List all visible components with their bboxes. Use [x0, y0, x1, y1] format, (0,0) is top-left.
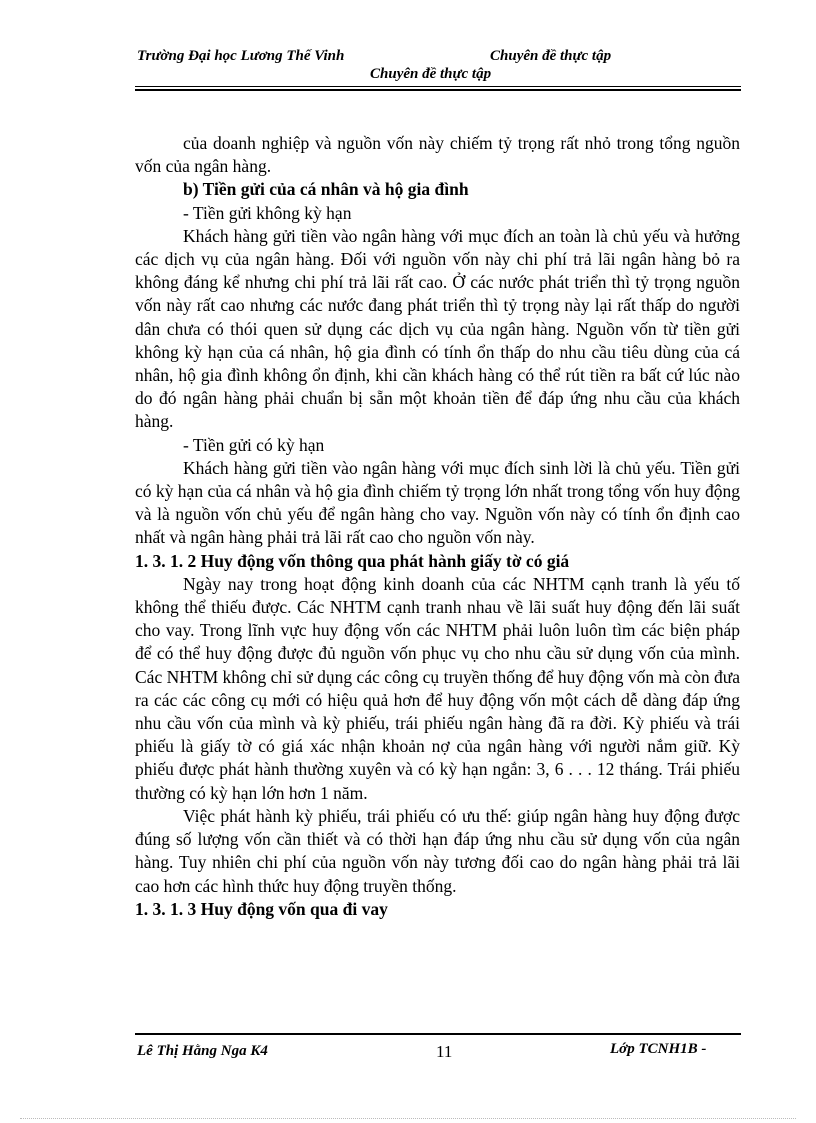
footer-class: Lớp TCNH1B -: [610, 1041, 707, 1057]
list-item-demand-deposit: - Tiền gửi không kỳ hạn: [183, 202, 352, 223]
paragraph-demand-deposit: Khách hàng gửi tiền vào ngân hàng với mục đích an toàn là chủ yếu và hưởng các dịch vụ của ngân hàng. Đối với nguồn vốn này chi phí trả lãi ngân hàng bỏ ra không đáng kể nhưng chi phí trả lãi rất cao. Ở các nước phát triển thì tỷ trọng nguồn vốn này rất cao nhưng các nước đang phát triển thì tỷ trọng này lại rất thấp do người dân chưa có thói quen sử dụng các dịch vụ của ngân hàng. Nguồn vốn từ tiền gửi không kỳ hạn của cá nhân, hộ gia đình có tính ổn thấp do nhu cầu tiêu dùng của cá nhân, hộ gia đình không ổn định, khi cần khách hàng có thể rút tiền ra bất cứ lúc nào do đó ngân hàng phải chuẩn bị sẵn một khoản tiền để đáp ứng nhu cầu của khách hàng.: [135, 225, 740, 432]
paragraph-continuation: của doanh nghiệp và nguồn vốn này chiếm tỷ trọng rất nhỏ trong tổng nguồn vốn của ngân hàng.: [135, 133, 740, 177]
list-item-term-deposit: - Tiền gửi có kỳ hạn: [183, 434, 325, 455]
header-rule-thick: [135, 89, 741, 91]
paragraph-bond-advantages: Việc phát hành kỳ phiếu, trái phiếu có ưu thế: giúp ngân hàng huy động được đúng số lượng vốn cần thiết và có thời hạn đáp ứng nhu cầu sử dụng vốn của ngân hàng. Tuy nhiên chi phí của nguồn vốn này tương đối cao do ngân hàng phải trả lãi cao hơn các hình thức huy động truyền thống.: [135, 805, 740, 896]
section-heading-1312: 1. 3. 1. 2 Huy động vốn thông qua phát hành giấy tờ có giá: [135, 550, 570, 571]
page-bottom-border: [20, 1118, 796, 1119]
paragraph-term-deposit: Khách hàng gửi tiền vào ngân hàng với mục đích sinh lời là chủ yếu. Tiền gửi có kỳ hạn của cá nhân và hộ gia đình chiếm tỷ trọng lớn nhất trong tổng vốn huy động và là nguồn vốn chủ yếu để ngân hàng cho vay. Nguồn vốn này có tính ổn định cao nhất và ngân hàng phải trả lãi rất cao cho nguồn vốn này.: [135, 457, 740, 548]
paragraph-valuable-papers: Ngày nay trong hoạt động kinh doanh của các NHTM cạnh tranh là yếu tố không thể thiếu được. Các NHTM cạnh tranh nhau về lãi suất huy động đến lãi suất cho vay. Trong lĩnh vực huy động vốn các NHTM phải luôn luôn tìm các biện pháp để có thể huy động được đủ nguồn vốn phục vụ cho nhu cầu sử dụng vốn của mình. Các NHTM không chỉ sử dụng các công cụ truyền thống để huy động vốn mà còn đưa ra các các công cụ mới có hiệu quả hơn để huy động vốn một cách dễ dàng đáp ứng nhu cầu vốn của mình và kỳ phiếu, trái phiếu ngân hàng đã ra đời. Kỳ phiếu và trái phiếu là giấy tờ có giá xác nhận khoản nợ của ngân hàng với người nắm giữ. Kỳ phiếu được phát hành thường xuyên và có kỳ hạn ngắn: 3, 6 . . . 12 tháng. Trái phiếu thường có kỳ hạn lớn hơn 1 năm.: [135, 573, 740, 803]
header-topic-center: Chuyên đề thực tập: [370, 66, 492, 82]
page-number: 11: [436, 1042, 453, 1061]
subheading-b: b) Tiền gửi của cá nhân và hộ gia đình: [183, 179, 469, 200]
footer-rule: [135, 1033, 741, 1035]
section-heading-1313: 1. 3. 1. 3 Huy động vốn qua đi vay: [135, 898, 388, 919]
body-text: [135, 132, 740, 921]
header-school: Trường Đại học Lương Thế Vinh: [137, 48, 345, 64]
header-topic-right: Chuyên đề thực tập: [490, 48, 612, 64]
header-rule-thin: [135, 86, 741, 87]
footer-author: Lê Thị Hằng Nga K4: [137, 1043, 268, 1059]
